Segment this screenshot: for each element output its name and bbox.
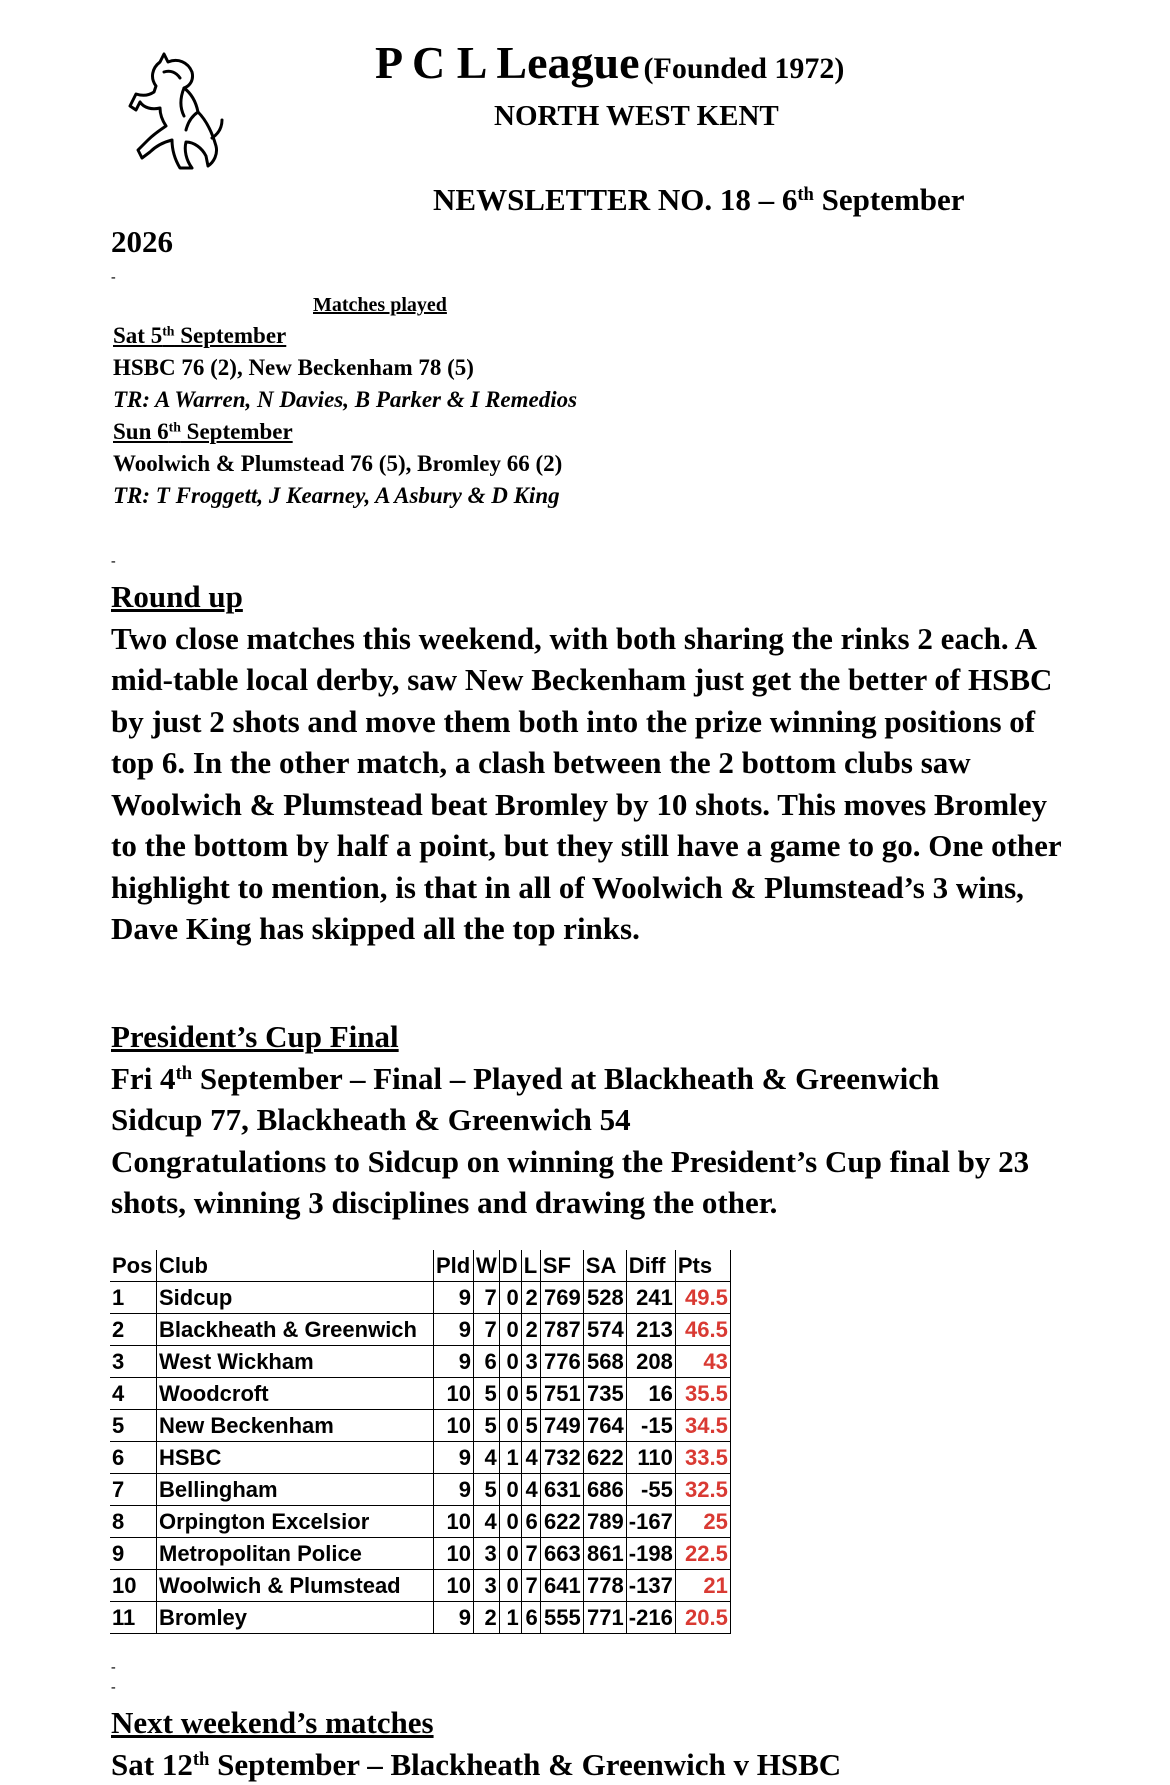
shots-for-cell: 732 <box>540 1442 583 1474</box>
table-row <box>110 1602 730 1634</box>
presidents-cup-date: Fri 4th September – Final – Played at Blackheath & Greenwich <box>111 1058 1071 1100</box>
presidents-cup-result: Sidcup 77, Blackheath & Greenwich 54 <box>111 1099 1071 1141</box>
difference-cell: -198 <box>626 1538 675 1570</box>
match-result: Woolwich & Plumstead 76 (5), Bromley 66 (2) <box>113 448 577 480</box>
table-row <box>110 1442 730 1474</box>
rampant-horse-logo <box>128 50 224 172</box>
shots-against-cell: 789 <box>583 1506 626 1538</box>
club-cell: West Wickham <box>157 1346 434 1378</box>
position-cell: 1 <box>110 1282 157 1314</box>
won-cell: 2 <box>474 1602 500 1634</box>
match-top-rinks: TR: T Froggett, J Kearney, A Asbury & D King <box>113 480 577 512</box>
separator-mark: - <box>111 554 116 570</box>
points-cell: 46.5 <box>675 1314 730 1346</box>
lost-cell: 6 <box>521 1506 540 1538</box>
shots-for-cell: 749 <box>540 1410 583 1442</box>
position-cell: 6 <box>110 1442 157 1474</box>
played-cell: 9 <box>434 1346 474 1378</box>
shots-for-cell: 663 <box>540 1538 583 1570</box>
shots-against-cell: 764 <box>583 1410 626 1442</box>
match-date: Sat 5th September <box>113 320 577 352</box>
drawn-cell: 0 <box>499 1506 521 1538</box>
won-cell: 5 <box>474 1378 500 1410</box>
club-cell: Orpington Excelsior <box>157 1506 434 1538</box>
column-header: L <box>521 1250 540 1282</box>
position-cell: 7 <box>110 1474 157 1506</box>
shots-against-cell: 771 <box>583 1602 626 1634</box>
difference-cell: 208 <box>626 1346 675 1378</box>
next-weekend-match: Sat 12th September – Blackheath & Greenwich v HSBC <box>111 1744 1071 1785</box>
lost-cell: 5 <box>521 1410 540 1442</box>
won-cell: 3 <box>474 1538 500 1570</box>
founded-note: (Founded 1972) <box>644 52 845 85</box>
shots-against-cell: 735 <box>583 1378 626 1410</box>
round-up-heading: Round up <box>111 576 1071 618</box>
played-cell: 9 <box>434 1282 474 1314</box>
shots-against-cell: 778 <box>583 1570 626 1602</box>
difference-cell: 241 <box>626 1282 675 1314</box>
difference-cell: -137 <box>626 1570 675 1602</box>
points-cell: 43 <box>675 1346 730 1378</box>
column-header: SA <box>583 1250 626 1282</box>
won-cell: 5 <box>474 1474 500 1506</box>
points-cell: 22.5 <box>675 1538 730 1570</box>
column-header: Club <box>157 1250 434 1282</box>
shots-against-cell: 686 <box>583 1474 626 1506</box>
table-row <box>110 1538 730 1570</box>
drawn-cell: 0 <box>499 1474 521 1506</box>
table-row <box>110 1346 730 1378</box>
played-cell: 9 <box>434 1474 474 1506</box>
shots-for-cell: 641 <box>540 1570 583 1602</box>
shots-against-cell: 528 <box>583 1282 626 1314</box>
separator-mark: - <box>111 1660 116 1676</box>
column-header: Diff <box>626 1250 675 1282</box>
won-cell: 4 <box>474 1442 500 1474</box>
shots-for-cell: 622 <box>540 1506 583 1538</box>
club-cell: Blackheath & Greenwich <box>157 1314 434 1346</box>
match-top-rinks: TR: A Warren, N Davies, B Parker & I Remedios <box>113 384 577 416</box>
lost-cell: 5 <box>521 1378 540 1410</box>
match-result: HSBC 76 (2), New Beckenham 78 (5) <box>113 352 577 384</box>
next-weekend-section <box>111 1702 1071 1785</box>
shots-for-cell: 776 <box>540 1346 583 1378</box>
points-cell: 33.5 <box>675 1442 730 1474</box>
club-cell: HSBC <box>157 1442 434 1474</box>
shots-for-cell: 769 <box>540 1282 583 1314</box>
drawn-cell: 1 <box>499 1602 521 1634</box>
difference-cell: 213 <box>626 1314 675 1346</box>
lost-cell: 7 <box>521 1538 540 1570</box>
shots-against-cell: 861 <box>583 1538 626 1570</box>
shots-against-cell: 574 <box>583 1314 626 1346</box>
played-cell: 9 <box>434 1314 474 1346</box>
position-cell: 8 <box>110 1506 157 1538</box>
drawn-cell: 0 <box>499 1378 521 1410</box>
shots-against-cell: 568 <box>583 1346 626 1378</box>
table-row <box>110 1570 730 1602</box>
column-header: Pld <box>434 1250 474 1282</box>
newsletter-number: NEWSLETTER NO. 18 – 6th September <box>433 182 965 218</box>
drawn-cell: 1 <box>499 1442 521 1474</box>
region-subtitle: NORTH WEST KENT <box>494 100 779 133</box>
difference-cell: -167 <box>626 1506 675 1538</box>
presidents-cup-section <box>111 1016 1071 1224</box>
shots-against-cell: 622 <box>583 1442 626 1474</box>
won-cell: 7 <box>474 1282 500 1314</box>
won-cell: 3 <box>474 1570 500 1602</box>
points-cell: 21 <box>675 1570 730 1602</box>
position-cell: 10 <box>110 1570 157 1602</box>
club-cell: Woolwich & Plumstead <box>157 1570 434 1602</box>
lost-cell: 4 <box>521 1442 540 1474</box>
difference-cell: -55 <box>626 1474 675 1506</box>
table-header-row <box>110 1250 730 1282</box>
table-row <box>110 1474 730 1506</box>
separator-mark: - <box>111 1680 116 1696</box>
won-cell: 6 <box>474 1346 500 1378</box>
difference-cell: -216 <box>626 1602 675 1634</box>
difference-cell: 16 <box>626 1378 675 1410</box>
column-header: D <box>499 1250 521 1282</box>
column-header: W <box>474 1250 500 1282</box>
played-cell: 10 <box>434 1506 474 1538</box>
table-row <box>110 1282 730 1314</box>
position-cell: 3 <box>110 1346 157 1378</box>
round-up-text: Two close matches this weekend, with both sharing the rinks 2 each. A mid-table local derby, saw New Beckenham just get the better of HSBC by just 2 shots and move them both into the prize winning positions of top 6. In the other match, a clash between the 2 bottom clubs saw Woolwich & Plumstead beat Bromley by 10 shots. This moves Bromley to the bottom by half a point, but they still have a game to go. One other highlight to mention, is that in all of Woolwich & Plumstead’s 3 wins, Dave King has skipped all the top rinks. <box>111 618 1071 950</box>
played-cell: 9 <box>434 1442 474 1474</box>
table-row <box>110 1506 730 1538</box>
presidents-cup-note: Congratulations to Sidcup on winning the President’s Cup final by 23 shots, winning 3 disciplines and drawing the other. <box>111 1141 1071 1224</box>
table-row <box>110 1378 730 1410</box>
league-name: P C L League <box>375 37 640 88</box>
column-header: Pts <box>675 1250 730 1282</box>
club-cell: Bromley <box>157 1602 434 1634</box>
next-weekend-heading: Next weekend’s matches <box>111 1702 1071 1744</box>
shots-for-cell: 787 <box>540 1314 583 1346</box>
played-cell: 10 <box>434 1570 474 1602</box>
drawn-cell: 0 <box>499 1410 521 1442</box>
shots-for-cell: 751 <box>540 1378 583 1410</box>
club-cell: Bellingham <box>157 1474 434 1506</box>
round-up-section <box>111 576 1071 950</box>
match-date: Sun 6th September <box>113 416 577 448</box>
column-header: SF <box>540 1250 583 1282</box>
newsletter-title <box>375 36 844 89</box>
played-cell: 10 <box>434 1538 474 1570</box>
position-cell: 2 <box>110 1314 157 1346</box>
club-cell: Woodcroft <box>157 1378 434 1410</box>
difference-cell: -15 <box>626 1410 675 1442</box>
lost-cell: 2 <box>521 1314 540 1346</box>
drawn-cell: 0 <box>499 1570 521 1602</box>
played-cell: 10 <box>434 1378 474 1410</box>
lost-cell: 2 <box>521 1282 540 1314</box>
won-cell: 5 <box>474 1410 500 1442</box>
separator-mark: - <box>111 270 116 286</box>
position-cell: 5 <box>110 1410 157 1442</box>
league-table-body <box>110 1282 730 1634</box>
shots-for-cell: 555 <box>540 1602 583 1634</box>
column-header: Pos <box>110 1250 157 1282</box>
lost-cell: 3 <box>521 1346 540 1378</box>
won-cell: 7 <box>474 1314 500 1346</box>
played-cell: 10 <box>434 1410 474 1442</box>
won-cell: 4 <box>474 1506 500 1538</box>
position-cell: 9 <box>110 1538 157 1570</box>
drawn-cell: 0 <box>499 1538 521 1570</box>
club-cell: New Beckenham <box>157 1410 434 1442</box>
matches-played-list <box>113 320 577 512</box>
points-cell: 49.5 <box>675 1282 730 1314</box>
league-table <box>110 1250 731 1634</box>
shots-for-cell: 631 <box>540 1474 583 1506</box>
lost-cell: 4 <box>521 1474 540 1506</box>
club-cell: Sidcup <box>157 1282 434 1314</box>
club-cell: Metropolitan Police <box>157 1538 434 1570</box>
points-cell: 32.5 <box>675 1474 730 1506</box>
presidents-cup-heading: President’s Cup Final <box>111 1016 1071 1058</box>
newsletter-year: 2026 <box>111 224 173 260</box>
table-row <box>110 1314 730 1346</box>
drawn-cell: 0 <box>499 1282 521 1314</box>
drawn-cell: 0 <box>499 1314 521 1346</box>
points-cell: 34.5 <box>675 1410 730 1442</box>
lost-cell: 7 <box>521 1570 540 1602</box>
drawn-cell: 0 <box>499 1346 521 1378</box>
points-cell: 20.5 <box>675 1602 730 1634</box>
table-row <box>110 1410 730 1442</box>
lost-cell: 6 <box>521 1602 540 1634</box>
position-cell: 4 <box>110 1378 157 1410</box>
matches-played-heading: Matches played <box>313 294 447 317</box>
points-cell: 25 <box>675 1506 730 1538</box>
difference-cell: 110 <box>626 1442 675 1474</box>
position-cell: 11 <box>110 1602 157 1634</box>
points-cell: 35.5 <box>675 1378 730 1410</box>
played-cell: 9 <box>434 1602 474 1634</box>
